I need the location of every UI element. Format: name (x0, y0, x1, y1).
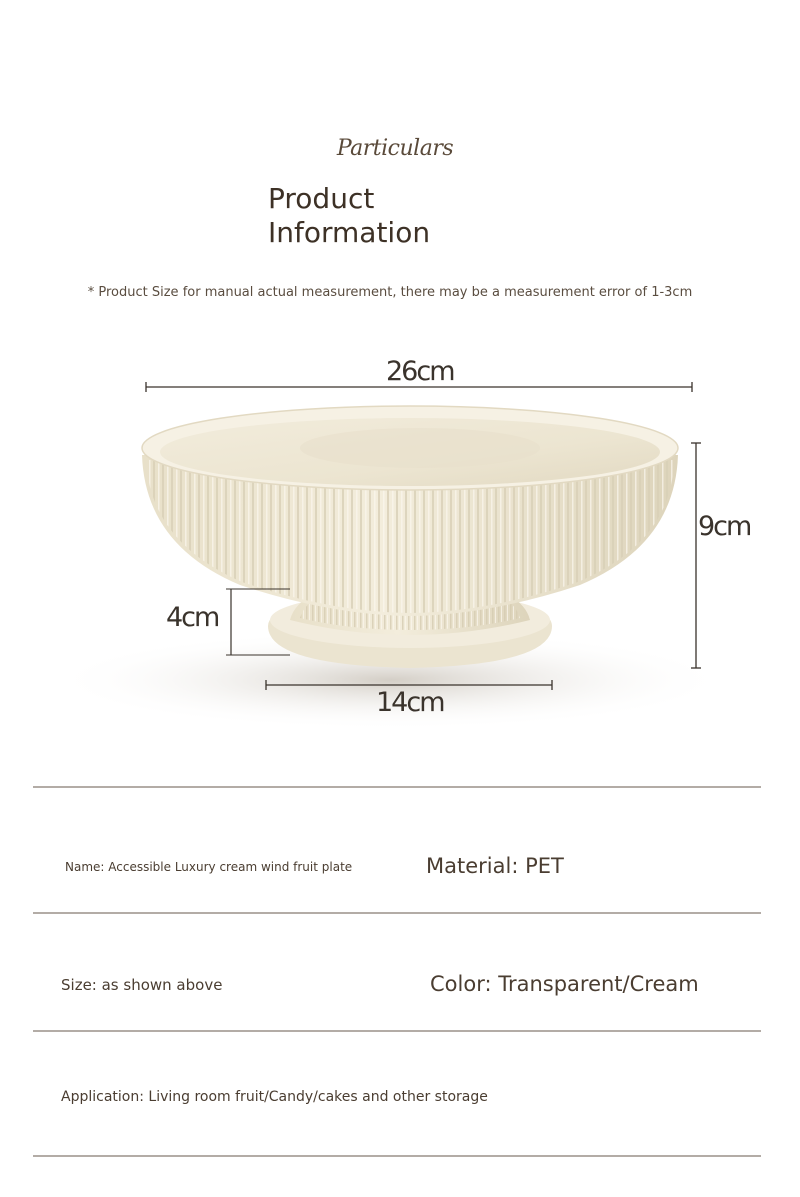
foot-height-label: 4cm (166, 602, 219, 633)
section-script-title: Particulars (336, 136, 454, 161)
spec-material: Material: PET (426, 854, 564, 878)
spec-name: Name: Accessible Luxury cream wind fruit plate (65, 860, 353, 874)
height-label: 9cm (698, 511, 751, 542)
spec-size: Size: as shown above (61, 976, 223, 994)
divider-3 (33, 1030, 761, 1032)
base-diameter-label: 14cm (376, 687, 444, 718)
divider-2 (33, 912, 761, 914)
spec-color: Color: Transparent/Cream (430, 972, 699, 996)
width-label: 26cm (386, 356, 454, 387)
divider-4 (33, 1155, 761, 1157)
page-title-line1: Product (268, 182, 375, 215)
spec-application: Application: Living room fruit/Candy/cakes and other storage (61, 1089, 488, 1105)
page-title (268, 182, 430, 250)
product-illustration (0, 330, 800, 760)
measurement-note: * Product Size for manual actual measurement, there may be a measurement error of 1-3cm (87, 285, 693, 300)
divider-1 (33, 786, 761, 788)
page-title-line2: Information (268, 216, 431, 249)
